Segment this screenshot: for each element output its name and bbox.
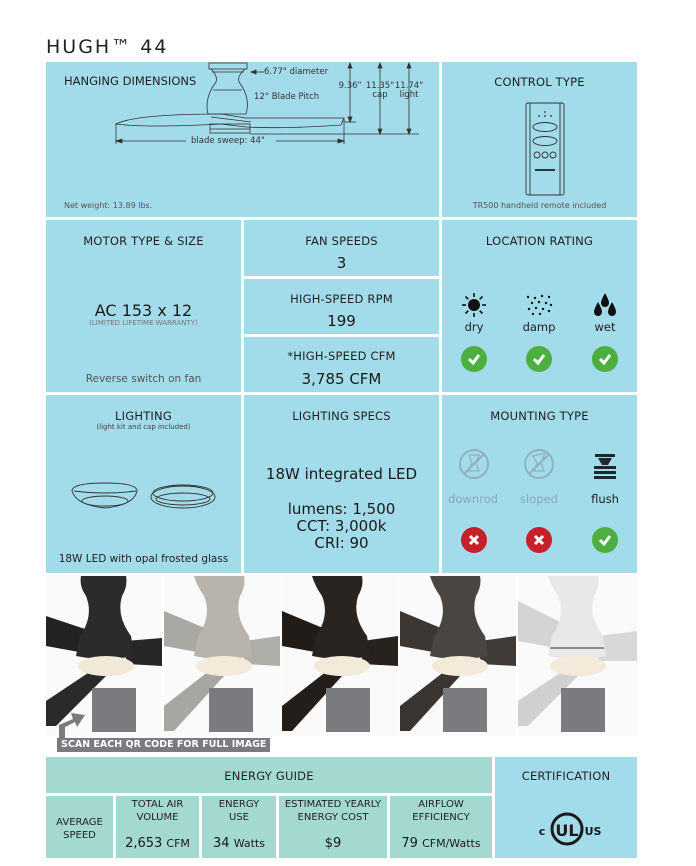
page-title: HUGH™ 44 xyxy=(46,36,169,58)
lighting-specs-panel xyxy=(244,395,439,573)
mounting-label-downrod: downrod xyxy=(448,492,498,506)
height-cap-label: 11.35" cap xyxy=(365,81,395,100)
location-rating-label: LOCATION RATING xyxy=(485,234,594,248)
flush-mount-icon xyxy=(592,453,618,481)
airflow-efficiency-cell xyxy=(390,796,492,858)
mounting-type-panel xyxy=(442,395,637,573)
hanging-dimensions-label: HANGING DIMENSIONS xyxy=(64,74,197,88)
warranty-note: (LIMITED LIFETIME WARRANTY) xyxy=(89,319,198,327)
cfm-panel xyxy=(244,337,439,392)
lighting-sub: (light kit and cap included) xyxy=(96,423,191,431)
x-icon xyxy=(526,527,552,553)
average-speed-cell xyxy=(46,796,113,858)
certification-label: CERTIFICATION xyxy=(521,769,611,783)
led-spec: 18W integrated LED xyxy=(265,465,418,483)
cri-spec: CRI: 90 xyxy=(314,534,369,552)
qr-code[interactable] xyxy=(326,688,370,732)
cct-spec: CCT: 3,000k xyxy=(296,517,387,535)
mounting-label-flush: flush xyxy=(591,492,619,506)
energy-guide-header xyxy=(46,757,492,793)
rpm-value: 199 xyxy=(327,312,356,330)
airflow-efficiency-header: AIRFLOW EFFICIENCY xyxy=(412,799,470,823)
qr-code[interactable] xyxy=(561,688,605,732)
qr-code[interactable] xyxy=(209,688,253,732)
height-downrod-label: 9.36" xyxy=(338,81,362,91)
lighting-panel xyxy=(46,395,241,573)
net-weight: Net weight: 13.89 lbs. xyxy=(64,201,153,210)
arrow-icon xyxy=(55,707,87,739)
energy-use-header: ENERGY USE xyxy=(218,799,260,823)
x-icon xyxy=(461,527,487,553)
diameter-label: 6.77" diameter xyxy=(264,67,329,77)
svg-text:US: US xyxy=(584,825,602,838)
sun-icon xyxy=(461,292,487,318)
downrod-icon xyxy=(457,447,491,481)
motor-panel xyxy=(46,220,241,392)
location-label-dry: dry xyxy=(464,320,484,334)
control-type-label: CONTROL TYPE xyxy=(494,75,585,89)
height-light-label: 11.74" light xyxy=(394,81,424,100)
airflow-efficiency-value: 79 CFM/Watts xyxy=(401,836,481,851)
rpm-panel xyxy=(244,279,439,334)
hanging-dimensions-panel xyxy=(46,62,439,217)
location-label-damp: damp xyxy=(522,320,556,334)
check-icon xyxy=(526,346,552,372)
remote-caption: TR500 handheld remote included xyxy=(472,201,607,210)
motor-label: MOTOR TYPE & SIZE xyxy=(83,234,204,248)
fan-speeds-panel xyxy=(244,220,439,276)
energy-use-cell xyxy=(202,796,276,858)
wet-drops-icon xyxy=(592,292,618,318)
yearly-cost-cell xyxy=(279,796,387,858)
motor-value: AC 153 x 12 xyxy=(94,301,193,320)
ul-certification-icon xyxy=(531,810,603,850)
fan-speeds-value: 3 xyxy=(336,254,347,272)
mounting-label-sloped: sloped xyxy=(520,492,558,506)
svg-text:c: c xyxy=(538,825,546,838)
rpm-label: HIGH-SPEED RPM xyxy=(290,292,393,306)
blade-sweep-label: blade sweep: 44" xyxy=(191,136,265,146)
fan-speeds-label: FAN SPEEDS xyxy=(305,234,378,248)
qr-code[interactable] xyxy=(92,688,136,732)
cfm-label: *HIGH-SPEED CFM xyxy=(287,349,396,363)
total-air-volume-value: 2,653 CFM xyxy=(125,836,190,851)
energy-use-value: 34 Watts xyxy=(213,836,265,851)
lighting-specs-label: LIGHTING SPECS xyxy=(292,409,391,423)
svg-text:UL: UL xyxy=(555,821,579,840)
check-icon xyxy=(461,346,487,372)
average-speed-label: AVERAGE SPEED xyxy=(56,817,103,841)
yearly-cost-header: ESTIMATED YEARLY ENERGY COST xyxy=(284,799,382,823)
light-kit-icon xyxy=(70,479,220,515)
scan-qr-banner: SCAN EACH QR CODE FOR FULL IMAGE xyxy=(57,738,270,752)
check-icon xyxy=(592,346,618,372)
lighting-label: LIGHTING xyxy=(115,409,172,423)
qr-code[interactable] xyxy=(443,688,487,732)
fan-diagram-icon xyxy=(46,62,439,162)
certification-panel xyxy=(495,757,637,858)
remote-control-icon xyxy=(525,102,565,196)
check-icon xyxy=(592,527,618,553)
total-air-volume-header: TOTAL AIR VOLUME xyxy=(131,799,184,823)
control-type-panel xyxy=(442,62,637,217)
damp-dots-icon xyxy=(525,294,553,316)
sloped-icon xyxy=(522,447,556,481)
location-rating-panel xyxy=(442,220,637,392)
reverse-switch-note: Reverse switch on fan xyxy=(85,373,202,385)
blade-pitch-label: 12° Blade Pitch xyxy=(254,92,320,102)
cfm-value: 3,785 CFM xyxy=(301,370,382,388)
mounting-type-label: MOUNTING TYPE xyxy=(490,409,589,423)
location-label-wet: wet xyxy=(594,320,616,334)
lighting-caption: 18W LED with opal frosted glass xyxy=(58,553,229,565)
lumens-spec: lumens: 1,500 xyxy=(287,500,396,518)
energy-guide-label: ENERGY GUIDE xyxy=(224,769,314,783)
total-air-volume-cell xyxy=(116,796,199,858)
yearly-cost-value: $9 xyxy=(324,836,342,851)
